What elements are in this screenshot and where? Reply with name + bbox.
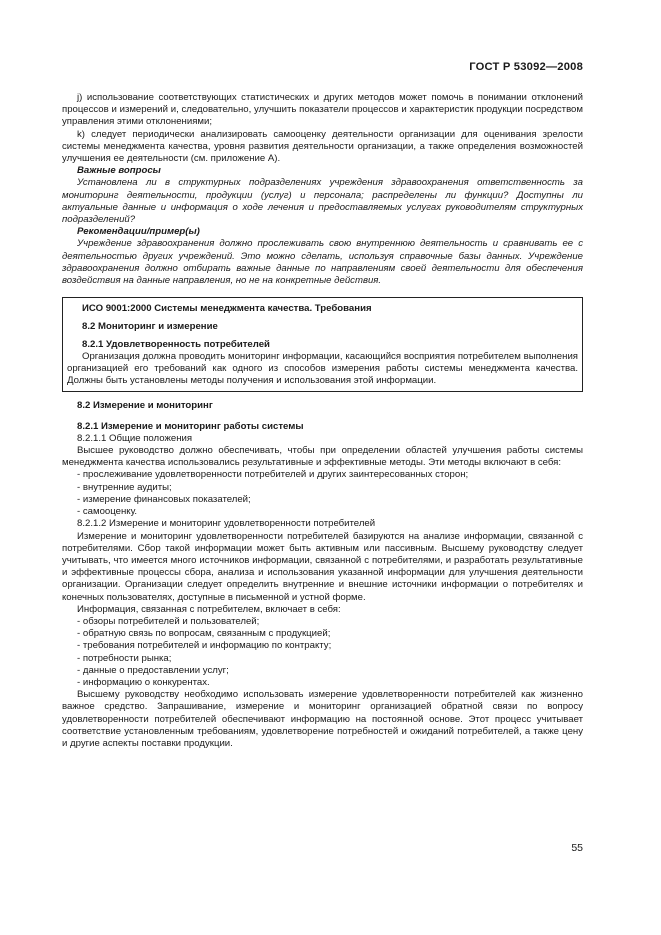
iso-quote-text: Организация должна проводить мониторинг информации, касающийся восприятия потребителем выполнения организацией его требований как одного из способов измерения работы системы менеджмента качества. Должны быть установлены методы получения и использования этой информации. xyxy=(67,350,578,387)
page-number: 55 xyxy=(571,842,583,854)
page-body xyxy=(62,92,583,750)
paragraph-k: k) следует периодически анализировать самооценку деятельности организации для оценивания зрелости системы менеджмента качества, уровня развития деятельности организации, а также определения возможностей улучшения ее деятельности (см. приложение А). xyxy=(62,128,583,165)
section-8-2-1-2-heading: 8.2.1.2 Измерение и мониторинг удовлетворенности потребителей xyxy=(77,518,376,530)
important-questions-heading: Важные вопросы xyxy=(77,165,161,177)
iso-section-8-2-1: 8.2.1 Удовлетворенность потребителей xyxy=(82,338,270,350)
list-item: - измерение финансовых показателей; xyxy=(77,493,251,505)
iso-section-8-2: 8.2 Мониторинг и измерение xyxy=(82,321,218,333)
list-item: - обратную связь по вопросам, связанным с продукцией; xyxy=(77,628,331,640)
measurement-text: Измерение и мониторинг удовлетворенности потребителей базируются на анализе информации, связанной с потребителями. Сбор такой информации может быть активным или пассивным. Высшему руководству следует учитывать, что имеется много источников информации, связанной с потребителями, и разработать результативные и эффективные процессы сбора, анализа и использования указанной информации для улучшения деятельности организации. Организации следует определить внутренние и внешние источники информации о потребителях и конечных пользователях, доступные в письменной и устной форме. xyxy=(62,530,583,603)
iso-quote-title: ИСО 9001:2000 Системы менеджмента качества. Требования xyxy=(82,303,372,315)
iso-quote-box xyxy=(62,297,583,392)
list-item: - информацию о конкурентах. xyxy=(77,676,210,688)
important-questions-text: Установлена ли в структурных подразделениях учреждения здравоохранения ответственность за мониторинг деятельности, продукции (услуг) и персонала; распределены ли функции? Доступны ли актуальные данные и информация о ходе лечения и предоставляемых услугах руководителям структурных подразделений? xyxy=(62,177,583,226)
list-item: - самооценку. xyxy=(77,506,138,518)
list-item: - прослеживание удовлетворенности потребителей и других заинтересованных сторон; xyxy=(77,469,469,481)
recommendations-heading: Рекомендации/пример(ы) xyxy=(77,226,200,238)
document-id-header: ГОСТ Р 53092—2008 xyxy=(469,61,583,73)
list-item: - данные о предоставлении услуг; xyxy=(77,664,229,676)
section-8-2-heading: 8.2 Измерение и мониторинг xyxy=(77,400,213,412)
customer-info-intro: Информация, связанная с потребителем, включает в себя: xyxy=(77,603,341,615)
final-paragraph: Высшему руководству необходимо использовать измерение удовлетворенности потребителей как жизненно важное средство. Запрашивание, измерение и мониторинг организацией обратной связи по вопросу удовлетворенности потребителей обеспечивают информацию на постоянной основе. Этот процесс учитывает соответствие установленным требованиям, удовлетворение потребностей и ожиданий потребителей, а также цену и другие аспекты поставки продукции. xyxy=(62,689,583,749)
section-8-2-1-1-heading: 8.2.1.1 Общие положения xyxy=(77,432,193,444)
general-provisions-text: Высшее руководство должно обеспечивать, чтобы при определении областей улучшения работы системы менеджмента качества использовались результативные и эффективные методы. Эти методы включают в себя: xyxy=(62,445,583,469)
list-item: - потребности рынка; xyxy=(77,652,172,664)
recommendations-text: Учреждение здравоохранения должно прослеживать свою внутреннюю деятельность и сравнивать ее с деятельностью других учреждений. Это можно сделать, используя справочные базы данных. Учреждение здравоохранения должно отбирать важные данные по направлениям своей деятельности для обеспечения воздействия на данные направления, но не на конкретные действия. xyxy=(62,238,583,287)
list-item: - внутренние аудиты; xyxy=(77,481,172,493)
section-8-2-1-heading: 8.2.1 Измерение и мониторинг работы системы xyxy=(77,420,304,432)
list-item: - обзоры потребителей и пользователей; xyxy=(77,615,260,627)
list-item: - требования потребителей и информацию по контракту; xyxy=(77,640,332,652)
paragraph-j: j) использование соответствующих статистических и других методов может помочь в понимании отклонений процессов и измерений и, следовательно, улучшить показатели процессов и характеристик продукции посредством управления этими отклонениями; xyxy=(62,92,583,128)
